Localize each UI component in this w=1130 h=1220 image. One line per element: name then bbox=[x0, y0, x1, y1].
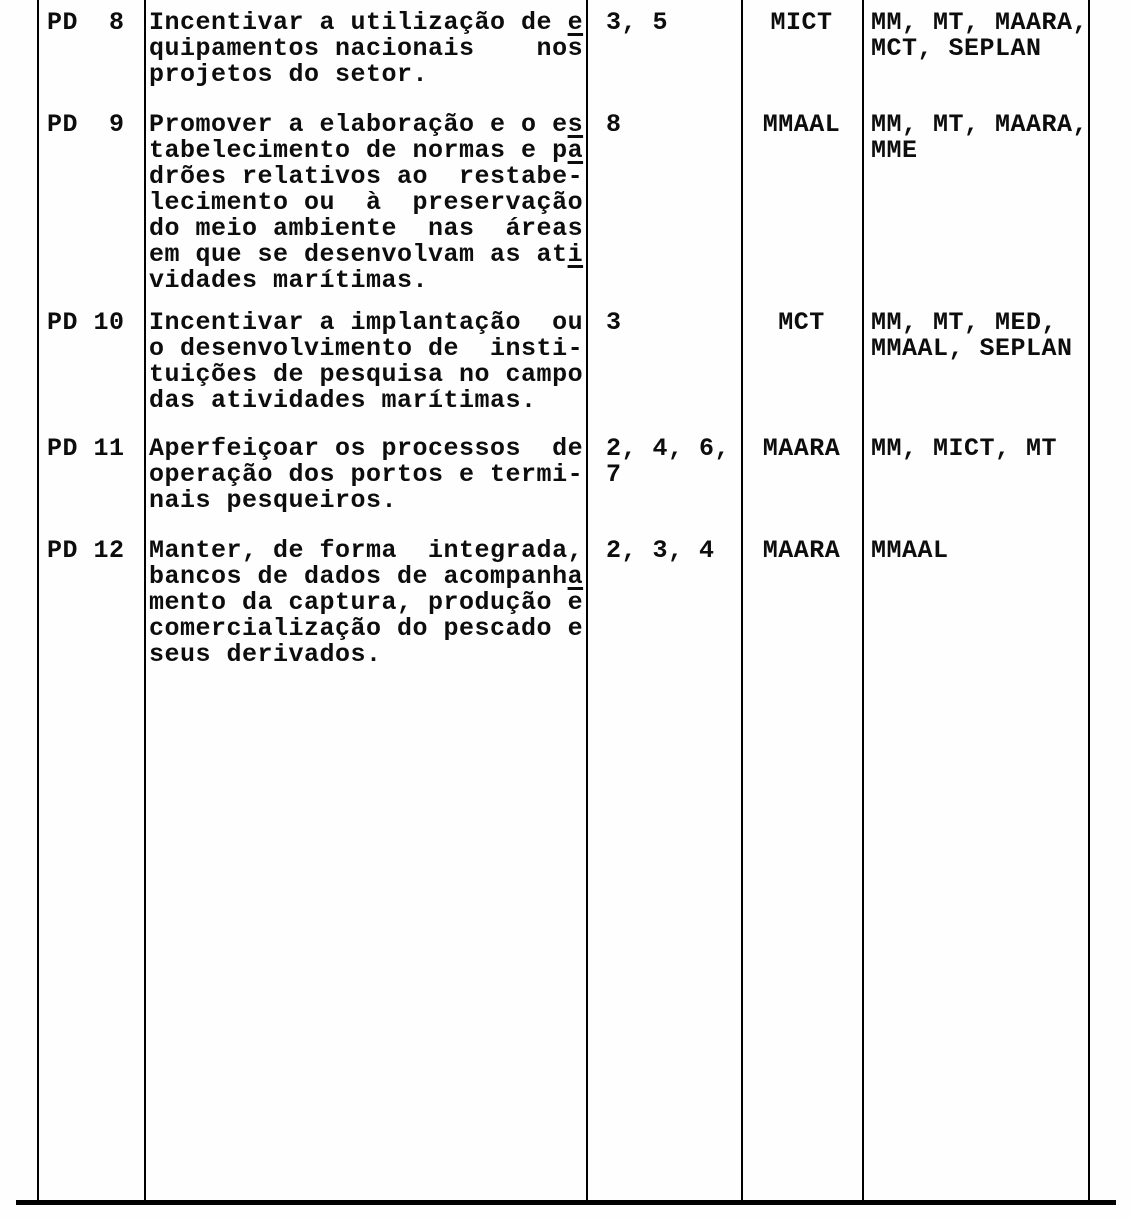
text-fragment: drões relativos ao restabe- bbox=[149, 162, 584, 191]
strategies-cell bbox=[586, 310, 741, 414]
strategy-numbers: 3, 5 bbox=[606, 8, 669, 37]
description-line bbox=[149, 564, 586, 590]
underlined-fragment: s bbox=[567, 110, 584, 139]
description-line bbox=[149, 488, 586, 514]
description-cell bbox=[144, 538, 586, 668]
pd-code: PD 9 bbox=[47, 110, 125, 139]
text-fragment: tuições de pesquisa no campo bbox=[149, 360, 584, 389]
participants-line: MM, MT, MAARA, bbox=[871, 8, 1089, 37]
policy-directive-table bbox=[39, 10, 1088, 668]
coordinator-cell bbox=[741, 538, 862, 668]
description-line bbox=[149, 616, 586, 642]
pd-code-cell bbox=[39, 538, 144, 668]
strategy-numbers: 8 bbox=[606, 110, 622, 139]
text-fragment: Incentivar a utilização de bbox=[149, 8, 568, 37]
table-row bbox=[39, 10, 1088, 88]
text-fragment: vidades marítimas. bbox=[149, 266, 429, 295]
text-fragment: do meio ambiente nas áreas bbox=[149, 214, 584, 243]
text-fragment: quipamentos nacionais nos bbox=[149, 34, 584, 63]
pd-code-cell bbox=[39, 112, 144, 294]
coordinator-cell bbox=[741, 112, 862, 294]
underlined-fragment: i bbox=[567, 240, 584, 269]
pd-code-cell bbox=[39, 310, 144, 414]
participants-cell bbox=[862, 112, 1088, 294]
participants-cell bbox=[862, 10, 1088, 88]
description-line bbox=[149, 112, 586, 138]
text-fragment: nais pesqueiros. bbox=[149, 486, 398, 515]
participants-cell bbox=[862, 310, 1088, 414]
description-line bbox=[149, 10, 586, 36]
description-line bbox=[149, 462, 586, 488]
pd-code-cell bbox=[39, 436, 144, 514]
participants-line: MME bbox=[871, 136, 918, 165]
text-fragment: o desenvolvimento de insti- bbox=[149, 334, 584, 363]
text-fragment: Aperfeiçoar os processos de bbox=[149, 434, 584, 463]
text-fragment: comercialização do pescado e bbox=[149, 614, 584, 643]
table-row bbox=[39, 436, 1088, 514]
participants-line: MMAAL bbox=[871, 536, 949, 565]
text-fragment: Promover a elaboração e o e bbox=[149, 110, 568, 139]
participants-cell bbox=[862, 436, 1088, 514]
text-fragment: bancos de dados de acompanh bbox=[149, 562, 568, 591]
coordinator-acronym: MAARA bbox=[762, 434, 841, 463]
coordinator-acronym: MAARA bbox=[762, 536, 841, 565]
description-line bbox=[149, 268, 586, 294]
table-row bbox=[39, 112, 1088, 294]
coordinator-cell bbox=[741, 10, 862, 88]
description-cell bbox=[144, 10, 586, 88]
coordinator-acronym: MICT bbox=[770, 8, 833, 37]
description-line bbox=[149, 164, 586, 190]
coordinator-cell bbox=[741, 310, 862, 414]
participants-line: MCT, SEPLAN bbox=[871, 34, 1042, 63]
coordinator-acronym: MMAAL bbox=[762, 110, 841, 139]
pd-code-cell bbox=[39, 10, 144, 88]
strategy-numbers: 2, 4, 6, bbox=[606, 434, 731, 463]
description-line bbox=[149, 138, 586, 164]
coordinator-cell bbox=[741, 436, 862, 514]
table-bottom-border bbox=[16, 1200, 1116, 1205]
description-line bbox=[149, 216, 586, 242]
participants-line: MMAAL, SEPLAN bbox=[871, 334, 1073, 363]
pd-code: PD 11 bbox=[47, 434, 125, 463]
strategies-cell bbox=[586, 112, 741, 294]
table-right-border bbox=[1088, 0, 1090, 1202]
description-line bbox=[149, 36, 586, 62]
description-line bbox=[149, 336, 586, 362]
strategy-numbers: 7 bbox=[606, 460, 622, 489]
description-line bbox=[149, 538, 586, 564]
text-fragment: tabelecimento de normas e p bbox=[149, 136, 568, 165]
description-cell bbox=[144, 112, 586, 294]
description-cell bbox=[144, 436, 586, 514]
text-fragment: operação dos portos e termi- bbox=[149, 460, 584, 489]
underlined-fragment: a bbox=[567, 136, 584, 165]
description-cell bbox=[144, 310, 586, 414]
table-row bbox=[39, 310, 1088, 414]
description-line bbox=[149, 310, 586, 336]
text-fragment: das atividades marítimas. bbox=[149, 386, 537, 415]
pd-code: PD 8 bbox=[47, 8, 125, 37]
description-line bbox=[149, 62, 586, 88]
description-line bbox=[149, 590, 586, 616]
description-line bbox=[149, 436, 586, 462]
description-line bbox=[149, 388, 586, 414]
description-line bbox=[149, 362, 586, 388]
strategy-numbers: 3 bbox=[606, 308, 622, 337]
underlined-fragment: e bbox=[567, 8, 584, 37]
strategies-cell bbox=[586, 10, 741, 88]
text-fragment: Incentivar a implantação ou bbox=[149, 308, 584, 337]
coordinator-acronym: MCT bbox=[778, 308, 825, 337]
text-fragment: projetos do setor. bbox=[149, 60, 429, 89]
strategies-cell bbox=[586, 436, 741, 514]
pd-code: PD 12 bbox=[47, 536, 125, 565]
participants-line: MM, MICT, MT bbox=[871, 434, 1058, 463]
text-fragment: mento da captura, produção e bbox=[149, 588, 584, 617]
pd-code: PD 10 bbox=[47, 308, 125, 337]
text-fragment: seus derivados. bbox=[149, 640, 382, 669]
text-fragment: lecimento ou à preservação bbox=[149, 188, 584, 217]
description-line bbox=[149, 242, 586, 268]
participants-line: MM, MT, MED, bbox=[871, 308, 1058, 337]
underlined-fragment: a bbox=[567, 562, 584, 591]
table-row bbox=[39, 538, 1088, 668]
description-line bbox=[149, 642, 586, 668]
text-fragment: em que se desenvolvam as at bbox=[149, 240, 568, 269]
text-fragment: Manter, de forma integrada, bbox=[149, 536, 584, 565]
description-line bbox=[149, 190, 586, 216]
participants-cell bbox=[862, 538, 1088, 668]
strategy-numbers: 2, 3, 4 bbox=[606, 536, 715, 565]
strategies-cell bbox=[586, 538, 741, 668]
participants-line: MM, MT, MAARA, bbox=[871, 110, 1089, 139]
